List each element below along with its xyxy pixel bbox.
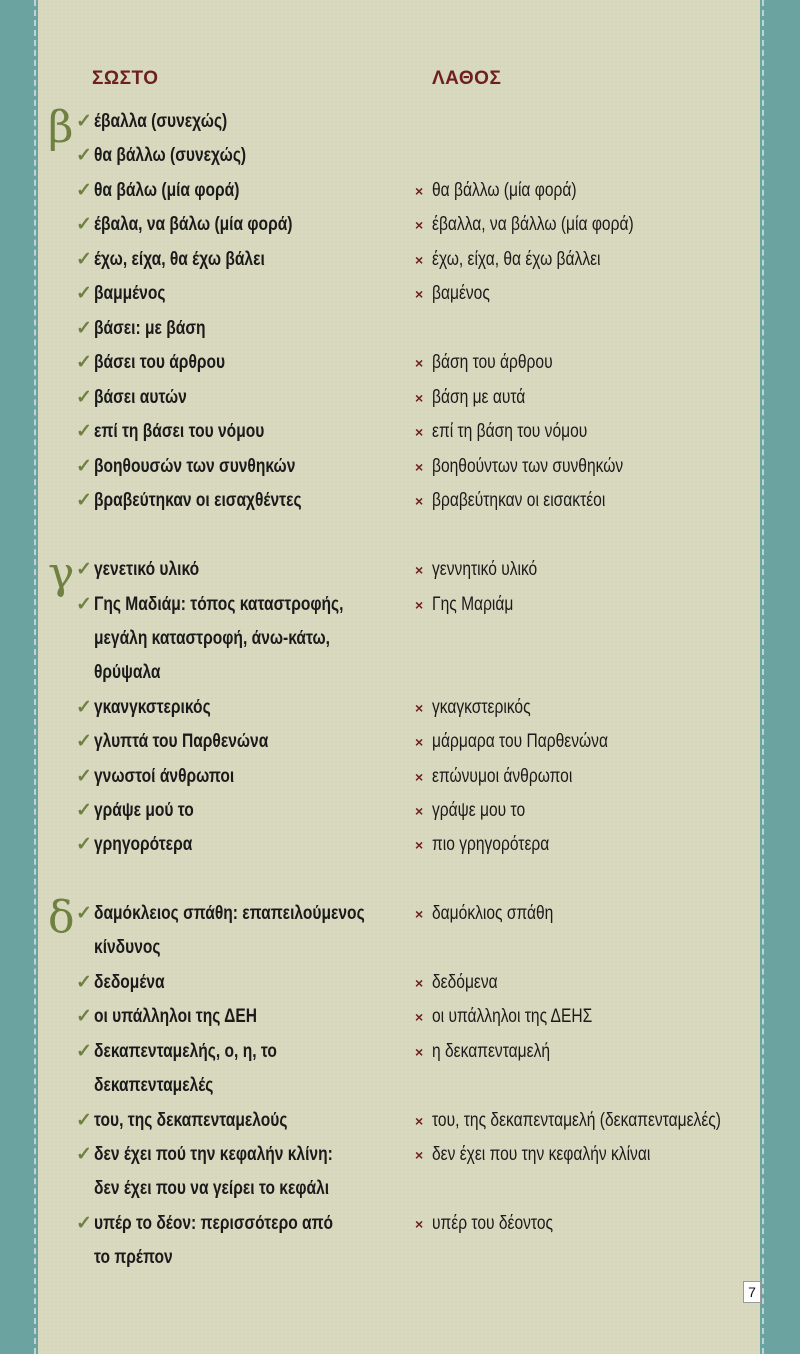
wrong-form: δεδόμενα [432,972,498,993]
check-icon: ✓ [76,421,92,442]
correct-form: γλυπτά του Παρθενώνα [94,731,269,752]
correct-form: θα βάλλω (συνεχώς) [94,145,247,166]
table-row [0,346,800,380]
cross-icon: × [415,975,424,991]
check-icon: ✓ [76,352,92,373]
check-icon: ✓ [76,180,92,201]
check-icon: ✓ [76,972,92,993]
cross-icon: × [415,286,424,302]
table-row [0,828,800,862]
wrong-form: έβαλλα, να βάλλω (μία φορά) [432,214,634,235]
table-row [0,760,800,794]
wrong-form: θα βάλλω (μία φορά) [432,180,577,201]
wrong-form: βοηθούντων των συνθηκών [432,456,624,477]
wrong-form: του, της δεκαπενταμελή (δεκαπενταμελές) [432,1110,721,1131]
table-row [0,725,800,759]
wrong-form: γράψε μου το [432,800,526,821]
check-icon: ✓ [76,1041,92,1062]
correct-form: βάσει αυτών [94,387,187,408]
table-row [0,1138,800,1172]
table-row [0,208,800,242]
cross-icon: × [415,355,424,371]
correct-form: δεκαπενταμελές [94,1075,214,1096]
wrong-form: βραβεύτηκαν οι εισακτέοι [432,490,606,511]
cross-icon: × [415,183,424,199]
correct-form: δαμόκλειος σπάθη: επαπειλούμενος [94,903,365,924]
cross-icon: × [415,1009,424,1025]
cross-icon: × [415,459,424,475]
table-row [0,450,800,484]
check-icon: ✓ [76,697,92,718]
table-row [0,553,800,587]
wrong-form: η δεκαπενταμελή [432,1041,551,1062]
check-icon: ✓ [76,145,92,166]
cross-icon: × [415,906,424,922]
wrong-form: πιο γρηγορότερα [432,834,550,855]
wrong-form: βάση με αυτά [432,387,526,408]
cross-icon: × [415,700,424,716]
check-icon: ✓ [76,1006,92,1027]
check-icon: ✓ [76,594,92,615]
check-icon: ✓ [76,456,92,477]
wrong-form: Γης Μαριάμ [432,594,514,615]
correct-form: δεν έχει πού την κεφαλήν κλίνη: [94,1144,333,1165]
cross-icon: × [415,1044,424,1060]
cross-icon: × [415,597,424,613]
check-icon: ✓ [76,283,92,304]
check-icon: ✓ [76,111,92,132]
check-icon: ✓ [76,318,92,339]
table-row [0,794,800,828]
correct-form: δεκαπενταμελής, ο, η, το [94,1041,277,1062]
wrong-form: οι υπάλληλοι της ΔΕΗΣ [432,1006,593,1027]
check-icon: ✓ [76,1110,92,1131]
correct-form: βάσει: με βάση [94,318,206,339]
wrong-form: βάση του άρθρου [432,352,553,373]
table-row [0,1207,800,1241]
correct-form: βάσει του άρθρου [94,352,226,373]
table-row [0,1104,800,1138]
correct-form: θρύψαλα [94,662,161,683]
correct-form: γρηγορότερα [94,834,193,855]
cross-icon: × [415,769,424,785]
table-row [0,312,800,346]
section-letter-delta: δ [48,892,75,943]
wrong-form: δαμόκλιος σπάθη [432,903,554,924]
check-icon: ✓ [76,834,92,855]
wrong-form: δεν έχει που την κεφαλήν κλίναι [432,1144,651,1165]
check-icon: ✓ [76,1213,92,1234]
wrong-form: επώνυμοι άνθρωποι [432,766,573,787]
table-row [0,622,800,656]
wrong-form: υπέρ του δέοντος [432,1213,554,1234]
correct-form: επί τη βάσει του νόμου [94,421,265,442]
wrong-form: μάρμαρα του Παρθενώνα [432,731,608,752]
wrong-form: γκαγκστερικός [432,697,531,718]
header-wrong: ΛΑΘΟΣ [432,68,502,89]
table-row [0,1000,800,1034]
correct-form: βραβεύτηκαν οι εισαχθέντες [94,490,302,511]
correct-form: έβαλα, να βάλω (μία φορά) [94,214,293,235]
cross-icon: × [415,562,424,578]
table-row [0,897,800,931]
table-row [0,381,800,415]
correct-form: βαμμένος [94,283,166,304]
table-row [0,931,800,965]
table-row [0,1172,800,1206]
table-row [0,656,800,690]
correct-form: γνωστοί άνθρωποι [94,766,235,787]
correct-form: το πρέπον [94,1247,173,1268]
cross-icon: × [415,803,424,819]
check-icon: ✓ [76,249,92,270]
table-row [0,691,800,725]
cross-icon: × [415,1147,424,1163]
table-row [0,277,800,311]
correct-form: Γης Μαδιάμ: τόπος καταστροφής, [94,594,344,615]
cross-icon: × [415,734,424,750]
check-icon: ✓ [76,1144,92,1165]
table-row [0,588,800,622]
check-icon: ✓ [76,800,92,821]
correct-form: έχω, είχα, θα έχω βάλει [94,249,265,270]
correct-form: γενετικό υλικό [94,559,200,580]
cross-icon: × [415,1113,424,1129]
section-letter-beta: β [48,102,74,153]
correct-form: δεν έχει που να γείρει το κεφάλι [94,1178,330,1199]
table-row [0,415,800,449]
table-row [0,1241,800,1275]
wrong-form: βαμένος [432,283,490,304]
correct-form: του, της δεκαπενταμελούς [94,1110,288,1131]
cross-icon: × [415,493,424,509]
page-number: 7 [743,1281,761,1303]
table-row [0,139,800,173]
header-correct: ΣΩΣΤΟ [92,68,159,89]
check-icon: ✓ [76,766,92,787]
check-icon: ✓ [76,387,92,408]
table-row [0,1069,800,1103]
check-icon: ✓ [76,731,92,752]
correct-form: υπέρ το δέον: περισσότερο από [94,1213,334,1234]
table-row [0,484,800,518]
cross-icon: × [415,1216,424,1232]
table-row [0,243,800,277]
cross-icon: × [415,837,424,853]
cross-icon: × [415,217,424,233]
table-row [0,1035,800,1069]
table-row [0,966,800,1000]
correct-form: έβαλλα (συνεχώς) [94,111,228,132]
cross-icon: × [415,252,424,268]
wrong-form: επί τη βάση του νόμου [432,421,588,442]
wrong-form: γεννητικό υλικό [432,559,538,580]
correct-form: δεδομένα [94,972,165,993]
correct-form: βοηθουσών των συνθηκών [94,456,296,477]
table-row [0,105,800,139]
table-row [0,174,800,208]
check-icon: ✓ [76,214,92,235]
check-icon: ✓ [76,903,92,924]
check-icon: ✓ [76,559,92,580]
correct-form: γράψε μού το [94,800,194,821]
correct-form: θα βάλω (μία φορά) [94,180,240,201]
wrong-form: έχω, είχα, θα έχω βάλλει [432,249,601,270]
correct-form: γκανγκστερικός [94,697,211,718]
section-letter-gamma: γ [48,548,75,599]
cross-icon: × [415,390,424,406]
check-icon: ✓ [76,490,92,511]
correct-form: μεγάλη καταστροφή, άνω-κάτω, [94,628,330,649]
cross-icon: × [415,424,424,440]
correct-form: οι υπάλληλοι της ΔΕΗ [94,1006,257,1027]
correct-form: κίνδυνος [94,937,161,958]
